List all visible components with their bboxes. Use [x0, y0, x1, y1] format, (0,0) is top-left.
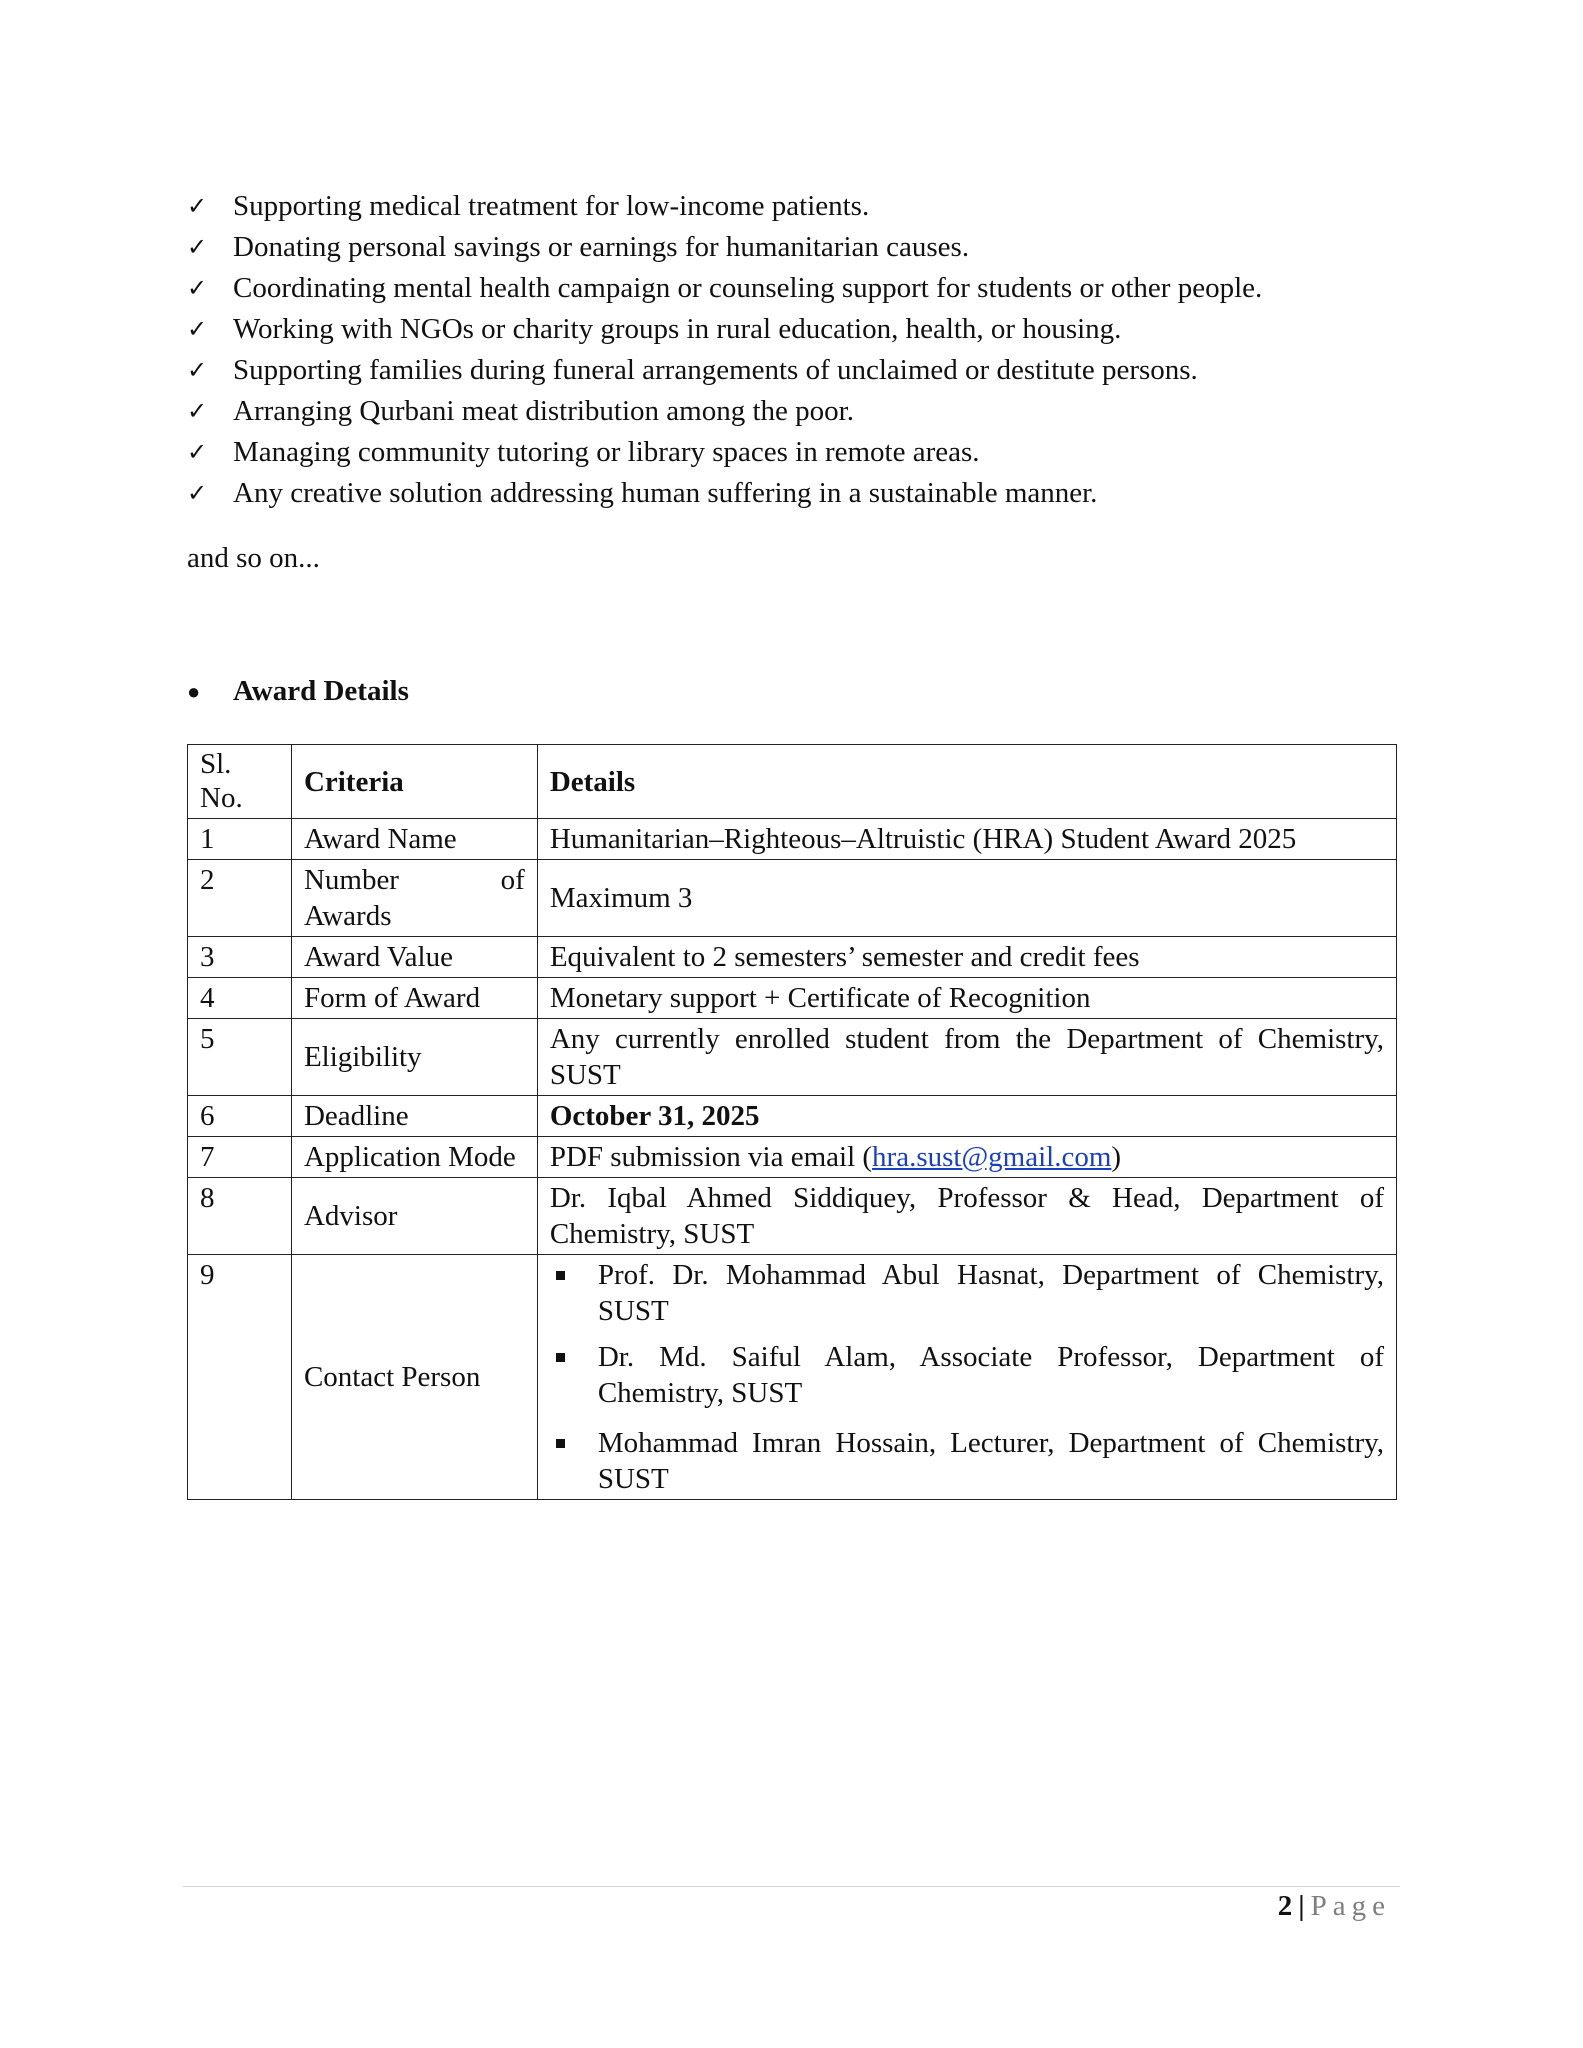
row-sl: 3: [188, 937, 292, 978]
row-sl: 4: [188, 978, 292, 1019]
row-details: [537, 1255, 1396, 1500]
row-sl: 5: [188, 1019, 292, 1096]
row-sl: 7: [188, 1137, 292, 1178]
row-details: Equivalent to 2 semesters’ semester and credit fees: [537, 937, 1396, 978]
section-title: Award Details: [233, 675, 409, 707]
row-sl: 1: [188, 819, 292, 860]
row-details: Any currently enrolled student from the Department of Chemistry, SUST: [537, 1019, 1396, 1096]
section-heading: [187, 675, 409, 708]
contact-list: [550, 1257, 1384, 1497]
table-row: [188, 1137, 1397, 1178]
list-item: [187, 432, 1262, 473]
table-row: [188, 978, 1397, 1019]
checkmark-icon: ✓: [187, 274, 208, 302]
list-item: [187, 350, 1262, 391]
table-row: [188, 1178, 1397, 1255]
email-link[interactable]: hra.sust@gmail.com: [872, 1141, 1112, 1173]
page-label: Page: [1310, 1890, 1391, 1922]
list-item-text: Supporting families during funeral arrangements of unclaimed or destitute persons.: [233, 354, 1198, 386]
row-details: Monetary support + Certificate of Recognition: [537, 978, 1396, 1019]
row-sl: 8: [188, 1178, 292, 1255]
contact-item: Prof. Dr. Mohammad Abul Hasnat, Department of Chemistry, SUST: [550, 1257, 1384, 1329]
row-criteria: Contact Person: [291, 1255, 537, 1500]
row-details: Maximum 3: [537, 860, 1396, 937]
list-item-text: Any creative solution addressing human suffering in a sustainable manner.: [233, 477, 1098, 509]
table-row: [188, 1096, 1397, 1137]
list-item-text: Arranging Qurbani meat distribution among the poor.: [233, 395, 854, 427]
list-item: [187, 227, 1262, 268]
page-number: 2: [1277, 1890, 1293, 1922]
table-row: [188, 1255, 1397, 1500]
table-row: [188, 819, 1397, 860]
award-details-table: [187, 744, 1397, 1500]
row-criteria: Award Name: [291, 819, 537, 860]
row-sl: 2: [188, 860, 292, 937]
row-criteria: Advisor: [291, 1178, 537, 1255]
page-footer: [1278, 1890, 1391, 1923]
list-item: [187, 268, 1262, 309]
table-header-row: [188, 745, 1397, 819]
contact-item: Mohammad Imran Hossain, Lecturer, Department of Chemistry, SUST: [550, 1425, 1384, 1497]
header-criteria: Criteria: [291, 745, 537, 819]
row-criteria: Number of Awards: [291, 860, 537, 937]
row-criteria: Application Mode: [291, 1137, 537, 1178]
list-item-text: Supporting medical treatment for low-income patients.: [233, 190, 870, 222]
checkmark-icon: ✓: [187, 356, 208, 384]
row-details: PDF submission via email (hra.sust@gmail.com): [537, 1137, 1396, 1178]
header-sl: Sl. No.: [188, 745, 292, 819]
checkmark-icon: ✓: [187, 192, 208, 220]
footer-separator: |: [1298, 1890, 1305, 1922]
list-item: [187, 186, 1262, 227]
row-criteria: Deadline: [291, 1096, 537, 1137]
header-details: Details: [537, 745, 1396, 819]
list-item-text: Managing community tutoring or library spaces in remote areas.: [233, 436, 980, 468]
checkmark-icon: ✓: [187, 438, 208, 466]
row-details: Humanitarian–Righteous–Altruistic (HRA) Student Award 2025: [537, 819, 1396, 860]
row-details: Dr. Iqbal Ahmed Siddiquey, Professor & Head, Department of Chemistry, SUST: [537, 1178, 1396, 1255]
footer-divider: [183, 1886, 1400, 1887]
list-item-text: Coordinating mental health campaign or counseling support for students or other people.: [233, 272, 1263, 304]
contact-item: Dr. Md. Saiful Alam, Associate Professor, Department of Chemistry, SUST: [550, 1339, 1384, 1411]
checkmark-icon: ✓: [187, 397, 208, 425]
row-criteria: Eligibility: [291, 1019, 537, 1096]
checkmark-icon: ✓: [187, 315, 208, 343]
table-row: [188, 1019, 1397, 1096]
deadline-value: October 31, 2025: [537, 1096, 1396, 1137]
and-so-on-text: and so on...: [187, 542, 320, 574]
row-sl: 6: [188, 1096, 292, 1137]
row-criteria: Form of Award: [291, 978, 537, 1019]
list-item-text: Working with NGOs or charity groups in rural education, health, or housing.: [233, 313, 1122, 345]
checklist: [187, 186, 1262, 514]
list-item: [187, 391, 1262, 432]
row-sl: 9: [188, 1255, 292, 1500]
checkmark-icon: ✓: [187, 233, 208, 261]
list-item: [187, 473, 1262, 514]
row-criteria: Award Value: [291, 937, 537, 978]
list-item-text: Donating personal savings or earnings for humanitarian causes.: [233, 231, 970, 263]
table-row: [188, 860, 1397, 937]
table-row: [188, 937, 1397, 978]
checkmark-icon: ✓: [187, 479, 208, 507]
bullet-icon: ●: [187, 678, 201, 704]
list-item: [187, 309, 1262, 350]
